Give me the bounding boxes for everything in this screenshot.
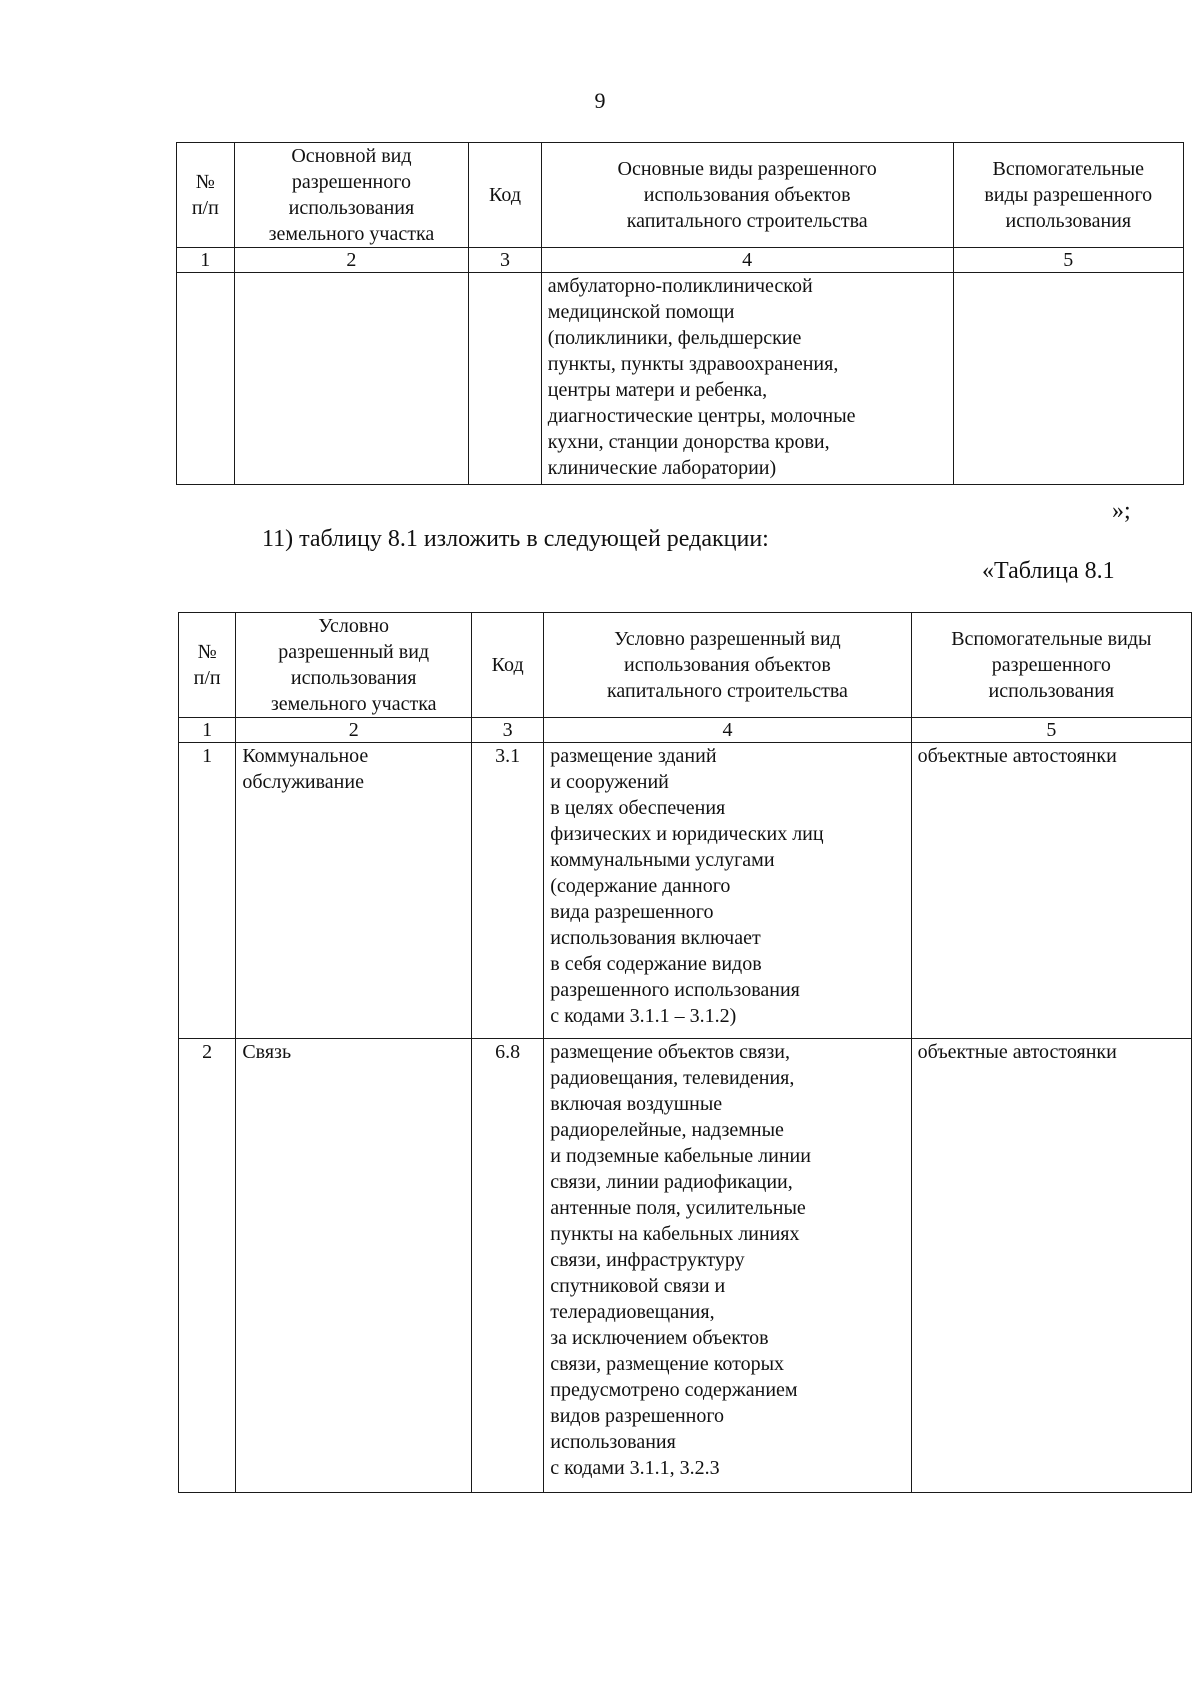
header-auxiliary-uses: Вспомогательные виды разрешенного использования	[911, 613, 1191, 718]
table-row	[177, 273, 1184, 485]
column-number: 2	[236, 718, 472, 743]
row-land-use-kind: Коммунальное обслуживание	[236, 743, 472, 1039]
column-number: 5	[911, 718, 1191, 743]
header-construction-uses: Условно разрешенный вид использования объектов капитального строительства	[544, 613, 911, 718]
row-description: амбулаторно-поликлинической медицинской помощи (поликлиники, фельдшерские пункты, пункты здравоохранения, центры матери и ребенка, диагностические центры, молочные кухни, станции донорства крови, клинические лаборатории)	[541, 273, 953, 485]
table-main-uses	[176, 142, 1184, 485]
page-number: 9	[594, 88, 606, 113]
column-number: 3	[469, 248, 542, 273]
column-number: 3	[472, 718, 544, 743]
column-number-row	[177, 248, 1184, 273]
column-number-row	[179, 718, 1192, 743]
column-number: 2	[234, 248, 469, 273]
row-number	[177, 273, 235, 485]
row-code	[469, 273, 542, 485]
table-header-row	[179, 613, 1192, 718]
column-number: 1	[177, 248, 235, 273]
row-land-use-kind: Связь	[236, 1039, 472, 1493]
column-number: 5	[953, 248, 1183, 273]
row-auxiliary: объектные автостоянки	[911, 1039, 1191, 1493]
row-auxiliary	[953, 273, 1183, 485]
header-number: № п/п	[179, 613, 236, 718]
header-number: № п/п	[177, 143, 235, 248]
instruction-text: 11) таблицу 8.1 изложить в следующей редакции:	[262, 526, 769, 552]
column-number: 4	[544, 718, 911, 743]
row-description: размещение зданий и сооружений в целях обеспечения физических и юридических лиц коммунальными услугами (содержание данного вида разрешенного использования включает в себя содержание видов разрешенного использования с кодами 3.1.1 – 3.1.2)	[544, 743, 911, 1039]
row-number: 1	[179, 743, 236, 1039]
header-construction-uses: Основные виды разрешенного использования объектов капитального строительства	[541, 143, 953, 248]
header-code: Код	[469, 143, 542, 248]
header-code: Код	[472, 613, 544, 718]
header-auxiliary-uses: Вспомогательные виды разрешенного использования	[953, 143, 1183, 248]
row-code: 6.8	[472, 1039, 544, 1493]
table-header-row	[177, 143, 1184, 248]
table-row	[179, 743, 1192, 1039]
table-row	[179, 1039, 1192, 1493]
closing-quote: »;	[1112, 498, 1131, 524]
column-number: 1	[179, 718, 236, 743]
header-land-use-kind: Основной вид разрешенного использования земельного участка	[234, 143, 469, 248]
header-land-use-kind: Условно разрешенный вид использования земельного участка	[236, 613, 472, 718]
column-number: 4	[541, 248, 953, 273]
row-auxiliary: объектные автостоянки	[911, 743, 1191, 1039]
row-number: 2	[179, 1039, 236, 1493]
table-label: «Таблица 8.1	[982, 558, 1115, 584]
row-land-use-kind	[234, 273, 469, 485]
row-code: 3.1	[472, 743, 544, 1039]
row-description: размещение объектов связи, радиовещания, телевидения, включая воздушные радиорелейные, надземные и подземные кабельные линии связи, линии радиофикации, антенные поля, усилительные пункты на кабельных линиях связи, инфраструктуру спутниковой связи и телерадиовещания, за исключением объектов связи, размещение которых предусмотрено содержанием видов разрешенного использования с кодами 3.1.1, 3.2.3	[544, 1039, 911, 1493]
table-conditional-uses	[178, 612, 1192, 1493]
